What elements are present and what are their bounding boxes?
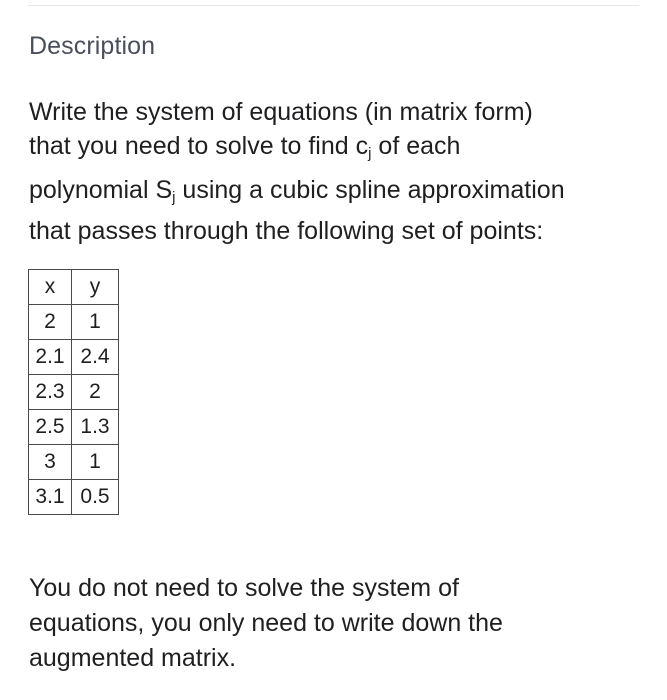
table-row: [29, 445, 119, 480]
subscript-j: j: [172, 189, 176, 206]
cell-y: 2.4: [72, 340, 119, 375]
instructions-line: equations, you only need to write down the: [29, 609, 503, 637]
points-table: [28, 269, 119, 515]
table-row: [29, 480, 119, 515]
cell-x: 3: [29, 445, 72, 480]
cell-x: 2: [29, 305, 72, 340]
table-row: [29, 340, 119, 375]
section-heading: Description: [29, 32, 156, 60]
column-header-x: x: [29, 270, 72, 305]
table-header-row: [29, 270, 119, 305]
subscript-j: j: [368, 145, 372, 162]
table-row: [29, 410, 119, 445]
cell-x: 3.1: [29, 480, 72, 515]
cell-y: 1: [72, 305, 119, 340]
question-text: that you need to solve to find c: [29, 132, 369, 160]
top-divider: [28, 5, 639, 6]
cell-y: 1.3: [72, 410, 119, 445]
column-header-y: y: [72, 270, 119, 305]
question-text: polynomial S: [29, 176, 173, 204]
cell-y: 0.5: [72, 480, 119, 515]
cell-x: 2.3: [29, 375, 72, 410]
table-row: [29, 375, 119, 410]
question-paragraph: [29, 95, 649, 251]
instructions-line: You do not need to solve the system of: [29, 574, 459, 602]
cell-y: 1: [72, 445, 119, 480]
cell-x: 2.1: [29, 340, 72, 375]
question-line: Write the system of equations (in matrix form): [29, 98, 533, 126]
cell-y: 2: [72, 375, 119, 410]
cell-x: 2.5: [29, 410, 72, 445]
question-text: of each: [371, 132, 461, 160]
instructions-paragraph: [29, 571, 649, 676]
question-line: [29, 170, 649, 211]
table-row: [29, 305, 119, 340]
instructions-line: augmented matrix.: [29, 644, 237, 672]
question-text: using a cubic spline approximation: [175, 176, 565, 204]
question-line: [29, 129, 649, 170]
question-line: that passes through the following set of points:: [29, 217, 544, 245]
